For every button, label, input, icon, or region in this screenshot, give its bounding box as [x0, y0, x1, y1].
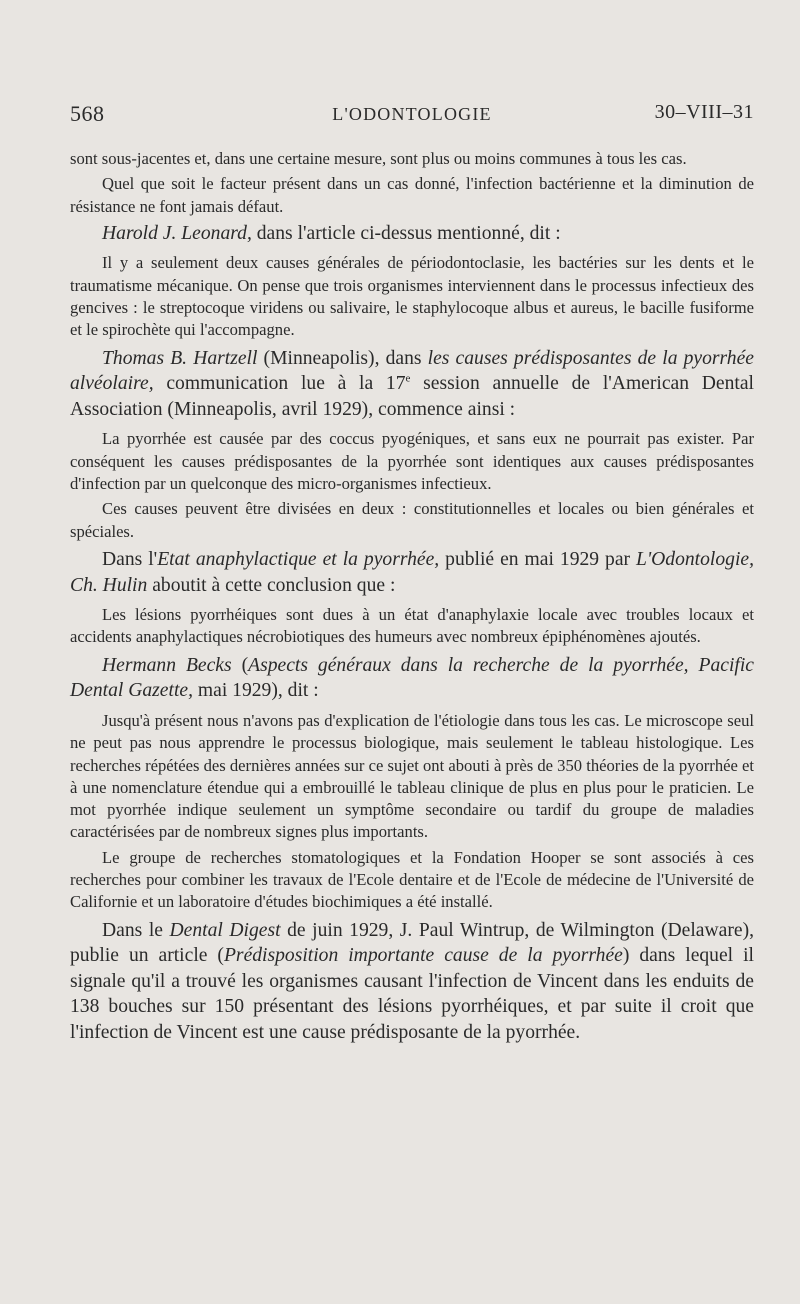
- quote-hartzell-1: La pyorrhée est causée par des coccus pyogéniques, et sans eux ne pourrait pas exister. Par conséquent les causes prédisposantes de la pyorrhée sont identiques aux causes prédisposantes d'infection par un quelconque des micro-organismes infectieux.: [70, 429, 754, 494]
- paragraph-2: Quel que soit le facteur présent dans un cas donné, l'infection bactérienne et la diminution de résistance ne font jamais défaut.: [70, 174, 754, 216]
- page-body: [70, 148, 754, 1052]
- journal-title: Dental Digest: [169, 919, 281, 941]
- article-title: Etat anaphylactique et la pyorrhée,: [157, 548, 440, 570]
- author-name: Hermann Becks: [102, 654, 232, 676]
- page-number: 568: [70, 101, 105, 126]
- quote-becks-1: Jusqu'à présent nous n'avons pas d'explication de l'étiologie dans tous les cas. Le microscope seul ne peut pas nous apprendre le processus biologique, mais seulement le tableau histologique. Les recherches répétées des dernières années sur ce sujet ont abouti à près de 350 théories de la pyorrhée et à une nomenclature étendue qui a embrouillé le tableau clinique de plus en plus pour le praticien. Le mot pyorrhée indique seulement un symptôme secondaire ou tardif du groupe de maladies caractérisées par de nombreux signes plus importants.: [70, 710, 754, 842]
- author-name: Thomas B. Hartzell: [102, 347, 258, 369]
- running-header: [70, 101, 754, 133]
- article-title: Aspects généraux dans la recherche de la pyorrhée, Pacific Dental Gazette,: [70, 654, 754, 702]
- article-title: les causes prédisposantes de la pyorrhée alvéolaire,: [70, 347, 754, 395]
- quote-becks-2: Le groupe de recherches stomatologiques et la Fondation Hooper se sont associés à ces recherches pour combiner les travaux de l'Ecole dentaire et de l'Ecole de médecine de l'Université de Californie et un laboratoire d'études biochimiques a été installé.: [70, 847, 754, 912]
- paragraph-3: Harold J. Leonard, dans l'article ci-dessus mentionné, dit :: [102, 222, 561, 244]
- quote-leonard: Il y a seulement deux causes générales de périodontoclasie, les bactéries sur les dents et le traumatisme mécanique. On pense que trois organismes interviennent dans le processus infectieux des gencives : le streptocoque viridens ou salivaire, le staphylocoque albus et aureus, le bacille fusiforme et le spirochète qui l'accompagne.: [70, 253, 754, 340]
- issue-date: 30–VIII–31: [654, 101, 754, 123]
- quote-hartzell-2: Ces causes peuvent être divisées en deux : constitutionnelles et locales ou bien générales et spéciales.: [70, 499, 754, 541]
- author-name: Harold J. Leonard,: [102, 222, 252, 244]
- paragraph-becks: Hermann Becks (Aspects généraux dans la recherche de la pyorrhée, Pacific Dental Gazette, mai 1929), dit :: [70, 654, 754, 702]
- quote-hulin: Les lésions pyorrhéiques sont dues à un état d'anaphylaxie locale avec troubles locaux et accidents anaphylactiques nécrobiotiques des humeurs avec nombreux épiphénomènes ajoutés.: [70, 605, 754, 647]
- article-title: Prédisposition importante cause de la pyorrhée: [223, 945, 623, 967]
- paragraph-hulin: Dans l'Etat anaphylactique et la pyorrhée, publié en mai 1929 par L'Odontologie, Ch. Hulin aboutit à cette conclusion que :: [70, 548, 754, 596]
- running-title: L'ODONTOLOGIE: [332, 104, 492, 124]
- paragraph-wintrup: Dans le Dental Digest de juin 1929, J. Paul Wintrup, de Wilmington (Delaware), publie un article (Prédisposition importante cause de la pyorrhée) dans lequel il signale qu'il a trouvé les organismes causant l'infection de Vincent dans les enduits de 138 bouches sur 150 présentant des lésions pyorrhéiques, et par suite il croit que l'infection de Vincent est une cause prédisposante de la pyorrhée.: [70, 919, 754, 1043]
- paragraph-hartzell: Thomas B. Hartzell (Minneapolis), dans les causes prédisposantes de la pyorrhée alvéolaire, communication lue à la 17e session annuelle de l'American Dental Association (Minneapolis, avril 1929), commence ainsi :: [70, 347, 754, 420]
- paragraph-1: sont sous-jacentes et, dans une certaine mesure, sont plus ou moins communes à tous les cas.: [70, 149, 687, 168]
- author-name: L'Odontologie, Ch. Hulin: [70, 548, 754, 596]
